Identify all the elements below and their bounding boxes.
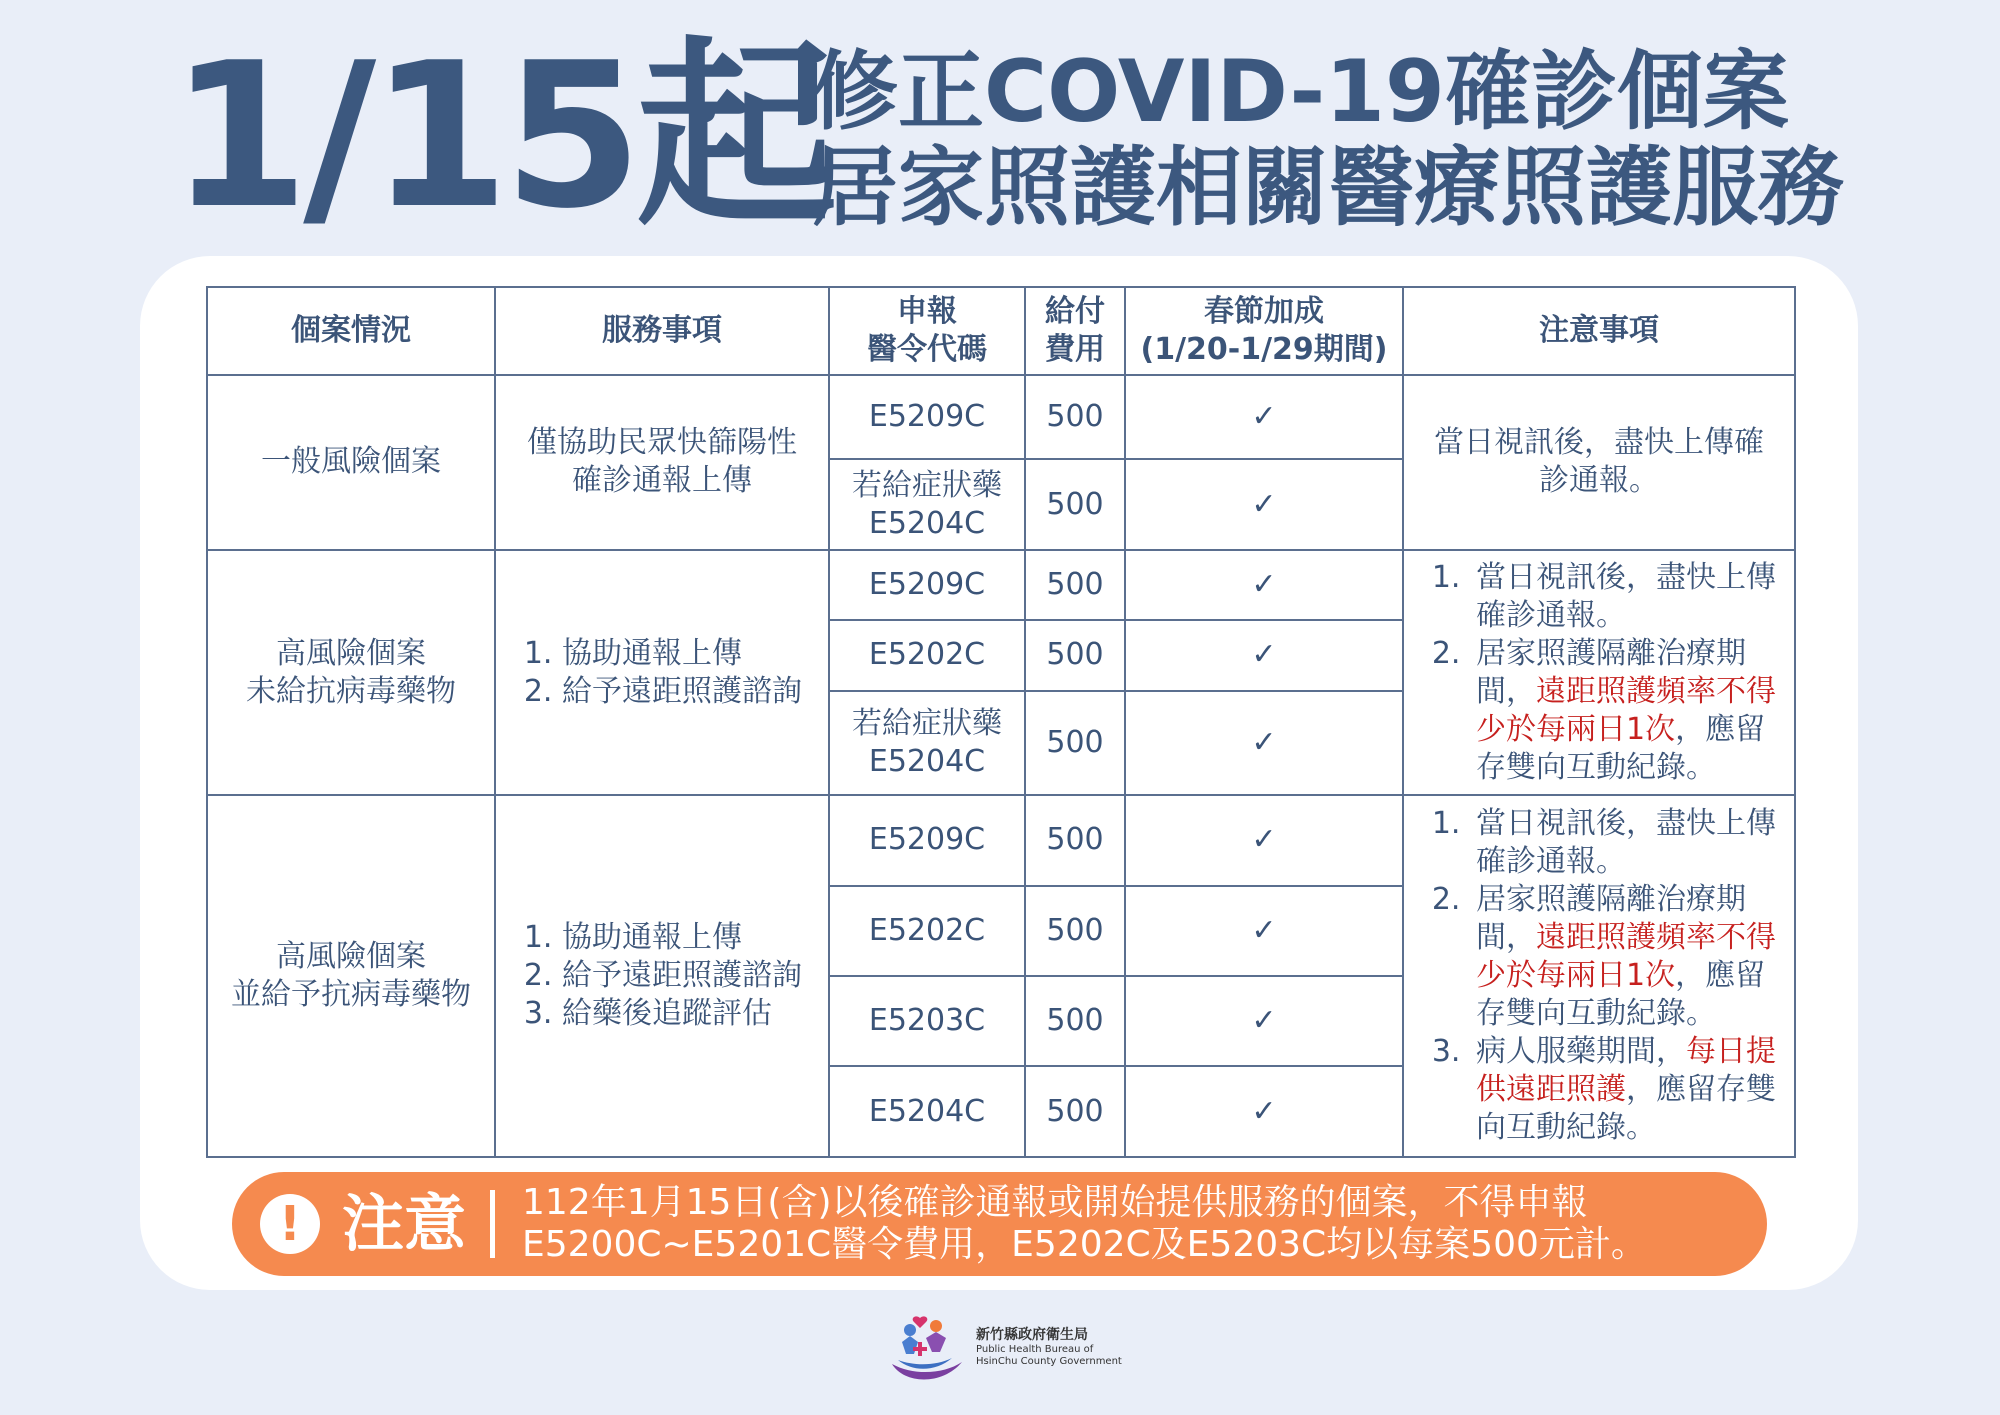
case-label: 一般風險個案 <box>261 444 441 480</box>
fee-cell: 500 <box>1025 459 1125 549</box>
notes-cell <box>1403 375 1795 550</box>
table-header-row <box>207 287 1795 375</box>
exclamation-icon: ! <box>260 1194 320 1254</box>
note-highlight: 每日提供遠距照護 <box>1476 1034 1776 1108</box>
code-cell: E5209C <box>829 795 1025 885</box>
service-line: 確診通報上傳 <box>572 463 752 499</box>
service-item: 3. 給藥後追蹤評估 <box>562 995 820 1033</box>
header <box>0 0 2000 253</box>
fee-cell: 500 <box>1025 691 1125 796</box>
case-cell <box>207 550 495 795</box>
case-label: 高風險個案 <box>276 635 426 671</box>
notice-text <box>522 1182 1742 1266</box>
header-code-l2: 醫令代碼 <box>867 332 987 367</box>
note-text: ，應留存雙向互動紀錄。 <box>1476 958 1766 1032</box>
fee-cell: 500 <box>1025 550 1125 620</box>
case-cell <box>207 795 495 1157</box>
effective-date: 1/15起 <box>170 20 831 253</box>
case-label: 並給予抗病毒藥物 <box>231 977 471 1013</box>
notice-line-1: 112年1月15日(含)以後確診通報或開始提供服務的個案，不得申報 <box>522 1182 1588 1223</box>
service-cell <box>495 550 829 795</box>
service-item: 1. 協助通報上傳 <box>562 635 820 673</box>
notice-divider <box>490 1190 495 1258</box>
check-icon: ✓ <box>1125 620 1403 690</box>
title-line-2: 居家照護相關醫療照護服務 <box>812 138 1844 238</box>
service-list <box>504 635 820 711</box>
header-case: 個案情況 <box>207 287 495 375</box>
service-cell <box>495 375 829 550</box>
fee-cell: 500 <box>1025 795 1125 885</box>
notes-cell <box>1403 550 1795 795</box>
code-cell: E5209C <box>829 375 1025 459</box>
case-cell <box>207 375 495 550</box>
note-item <box>1470 1033 1786 1147</box>
note-highlight: 遠距照護頻率不得少於每兩日1次 <box>1476 673 1776 747</box>
header-service: 服務事項 <box>495 287 829 375</box>
check-icon: ✓ <box>1125 459 1403 549</box>
header-bonus-l1: 春節加成 <box>1204 294 1324 329</box>
service-item: 2. 給予遠距照護諮詢 <box>562 957 820 995</box>
org-name-en-line-1: Public Health Bureau of <box>976 1344 1094 1355</box>
code-cell: E5209C <box>829 550 1025 620</box>
code-note: 若給症狀藥 <box>852 467 1002 503</box>
check-icon: ✓ <box>1125 691 1403 796</box>
header-code-l1: 申報 <box>897 294 957 329</box>
note-text: 當日視訊後，盡快上傳確診通報。 <box>1476 806 1776 880</box>
table-row <box>207 795 1795 885</box>
fee-cell: 500 <box>1025 886 1125 976</box>
code-value: E5204C <box>868 743 986 779</box>
code-cell <box>829 459 1025 549</box>
fee-cell: 500 <box>1025 1066 1125 1157</box>
service-cell <box>495 795 829 1157</box>
service-table <box>206 286 1796 1158</box>
header-bonus <box>1125 287 1403 375</box>
note-text: 居家照護隔離治療期間， <box>1476 882 1746 956</box>
note-text: ，應留存雙向互動紀錄。 <box>1476 1072 1776 1146</box>
code-note: 若給症狀藥 <box>852 705 1002 741</box>
note-item <box>1470 635 1786 787</box>
header-fee-l2: 費用 <box>1045 332 1105 367</box>
note-item <box>1470 881 1786 1033</box>
note-text: 當日視訊後，盡快上傳確診通報。 <box>1476 559 1776 633</box>
note-item <box>1470 805 1786 881</box>
note-line: 診通報。 <box>1539 463 1659 499</box>
code-cell: E5202C <box>829 620 1025 690</box>
service-item: 1. 協助通報上傳 <box>562 919 820 957</box>
note-text: 病人服藥期間， <box>1476 1034 1686 1070</box>
header-notes: 注意事項 <box>1403 287 1795 375</box>
check-icon: ✓ <box>1125 550 1403 620</box>
service-line: 僅協助民眾快篩陽性 <box>527 425 797 461</box>
health-bureau-emblem-icon <box>880 1312 970 1388</box>
code-cell: E5204C <box>829 1066 1025 1157</box>
service-list <box>504 919 820 1033</box>
check-icon: ✓ <box>1125 375 1403 459</box>
notes-list <box>1412 805 1786 1147</box>
check-icon: ✓ <box>1125 795 1403 885</box>
title-line-1: 修正COVID-19確診個案 <box>812 42 1789 142</box>
notice-line-2: E5200C~E5201C醫令費用，E5202C及E5203C均以每案500元計。 <box>522 1224 1647 1265</box>
table-row <box>207 375 1795 459</box>
note-text: ，應留存雙向互動紀錄。 <box>1476 711 1766 785</box>
org-name-en <box>976 1344 1122 1368</box>
case-label: 高風險個案 <box>276 939 426 975</box>
health-bureau-logo <box>880 1312 1120 1388</box>
case-label: 未給抗病毒藥物 <box>246 673 456 709</box>
header-fee-l1: 給付 <box>1045 294 1105 329</box>
check-icon: ✓ <box>1125 976 1403 1066</box>
notice-label: 注意 <box>342 1187 467 1260</box>
note-text: 居家照護隔離治療期間， <box>1476 635 1746 709</box>
code-cell <box>829 691 1025 796</box>
table-row <box>207 550 1795 620</box>
org-name-en-line-2: HsinChu County Government <box>976 1356 1122 1367</box>
fee-cell: 500 <box>1025 976 1125 1066</box>
notice-banner <box>232 1172 1767 1276</box>
service-item: 2. 給予遠距照護諮詢 <box>562 673 820 711</box>
note-highlight: 遠距照護頻率不得少於每兩日1次 <box>1476 920 1776 994</box>
code-cell: E5203C <box>829 976 1025 1066</box>
check-icon: ✓ <box>1125 1066 1403 1157</box>
fee-cell: 500 <box>1025 375 1125 459</box>
notes-cell <box>1403 795 1795 1157</box>
fee-cell: 500 <box>1025 620 1125 690</box>
header-bonus-l2: (1/20-1/29期間) <box>1140 332 1388 367</box>
header-fee <box>1025 287 1125 375</box>
code-cell: E5202C <box>829 886 1025 976</box>
header-code <box>829 287 1025 375</box>
note-line: 當日視訊後，盡快上傳確 <box>1434 425 1764 461</box>
check-icon: ✓ <box>1125 886 1403 976</box>
note-item <box>1470 559 1786 635</box>
notes-list <box>1412 559 1786 787</box>
code-value: E5204C <box>868 505 986 541</box>
org-name-zh: 新竹縣政府衛生局 <box>976 1327 1088 1343</box>
